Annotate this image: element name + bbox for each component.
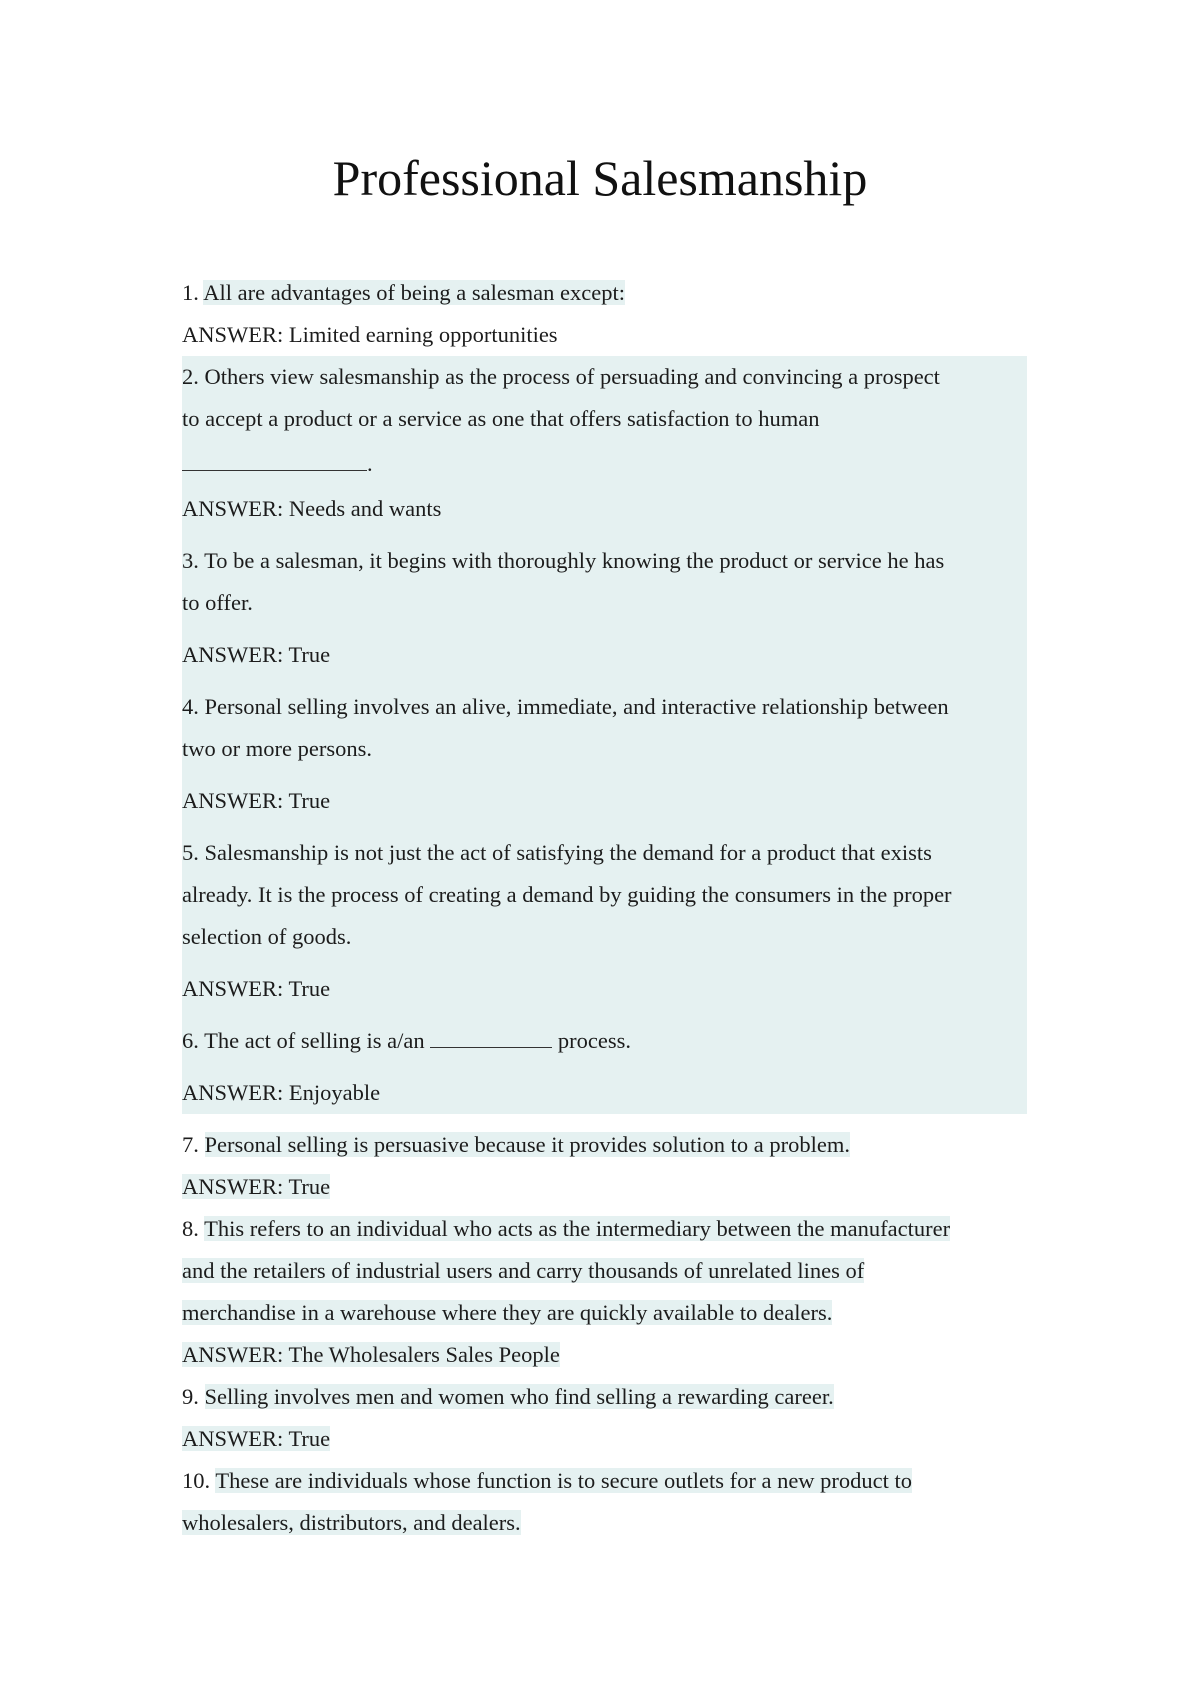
answer-8	[182, 1334, 1027, 1376]
question-6-suffix: process.	[552, 1028, 632, 1053]
question-4-line-2: two or more persons.	[182, 736, 372, 761]
question-10-text: wholesalers, distributors, and dealers.	[182, 1510, 521, 1535]
question-2-line-2: to accept a product or a service as one that offers satisfaction to human	[182, 406, 820, 431]
answer-6: ANSWER: Enjoyable	[182, 1080, 381, 1105]
question-7-text: Personal selling is persuasive because it provides solution to a problem.	[204, 1132, 851, 1157]
question-4-line-1: 4. Personal selling involves an alive, immediate, and interactive relationship between	[182, 694, 949, 719]
answer-9	[182, 1418, 1027, 1460]
question-3-line-1: 3. To be a salesman, it begins with thoroughly knowing the product or service he has	[182, 548, 945, 573]
answer-7	[182, 1166, 1027, 1208]
question-7	[182, 1124, 1027, 1166]
question-list	[182, 272, 1027, 1544]
answer-3: ANSWER: True	[182, 642, 331, 667]
shaded-question-block	[182, 356, 1027, 1114]
question-8-line-1	[182, 1208, 1027, 1250]
question-10-line-1	[182, 1460, 1027, 1502]
question-10-number: 10.	[182, 1468, 216, 1493]
answer-1-text: ANSWER: Limited earning opportunities	[182, 322, 558, 347]
question-10-text: These are individuals whose function is to secure outlets for a new product to	[215, 1468, 913, 1493]
answer-4: ANSWER: True	[182, 788, 331, 813]
question-1	[182, 272, 1027, 314]
question-7-number: 7.	[182, 1132, 205, 1157]
question-9	[182, 1376, 1027, 1418]
question-2-blank	[182, 440, 1027, 488]
question-5-line-3: selection of goods.	[182, 924, 352, 949]
answer-9-text: ANSWER: True	[182, 1426, 331, 1451]
question-8-text: and the retailers of industrial users and carry thousands of unrelated lines of	[182, 1258, 865, 1283]
question-8-text: merchandise in a warehouse where they are quickly available to dealers.	[182, 1300, 833, 1325]
question-3-line-2: to offer.	[182, 590, 253, 615]
question-6	[182, 1020, 1027, 1062]
answer-1	[182, 314, 1027, 356]
question-8-number: 8.	[182, 1216, 205, 1241]
answer-7-text: ANSWER: True	[182, 1174, 331, 1199]
question-5-line-1: 5. Salesmanship is not just the act of satisfying the demand for a product that exists	[182, 840, 932, 865]
question-8-line-2	[182, 1250, 1027, 1292]
question-9-number: 9.	[182, 1384, 205, 1409]
question-9-text: Selling involves men and women who find selling a rewarding career.	[204, 1384, 834, 1409]
question-1-text: All are advantages of being a salesman except:	[203, 280, 625, 305]
question-6-prefix: 6. The act of selling is a/an	[182, 1028, 431, 1053]
question-10-line-2	[182, 1502, 1027, 1544]
question-8-text: This refers to an individual who acts as the intermediary between the manufacturer	[204, 1216, 951, 1241]
document-title: Professional Salesmanship	[332, 150, 868, 206]
question-8-line-3	[182, 1292, 1027, 1334]
answer-2: ANSWER: Needs and wants	[182, 496, 442, 521]
question-2-line-1: 2. Others view salesmanship as the process of persuading and convincing a prospect	[182, 364, 940, 389]
question-5-line-2: already. It is the process of creating a demand by guiding the consumers in the proper	[182, 882, 952, 907]
answer-5: ANSWER: True	[182, 976, 331, 1001]
question-2-blank-suffix: .	[367, 451, 373, 476]
fill-in-blank	[430, 1027, 552, 1048]
answer-8-text: ANSWER: The Wholesalers Sales People	[182, 1342, 560, 1367]
fill-in-blank	[182, 450, 367, 471]
question-1-number: 1.	[182, 280, 204, 305]
